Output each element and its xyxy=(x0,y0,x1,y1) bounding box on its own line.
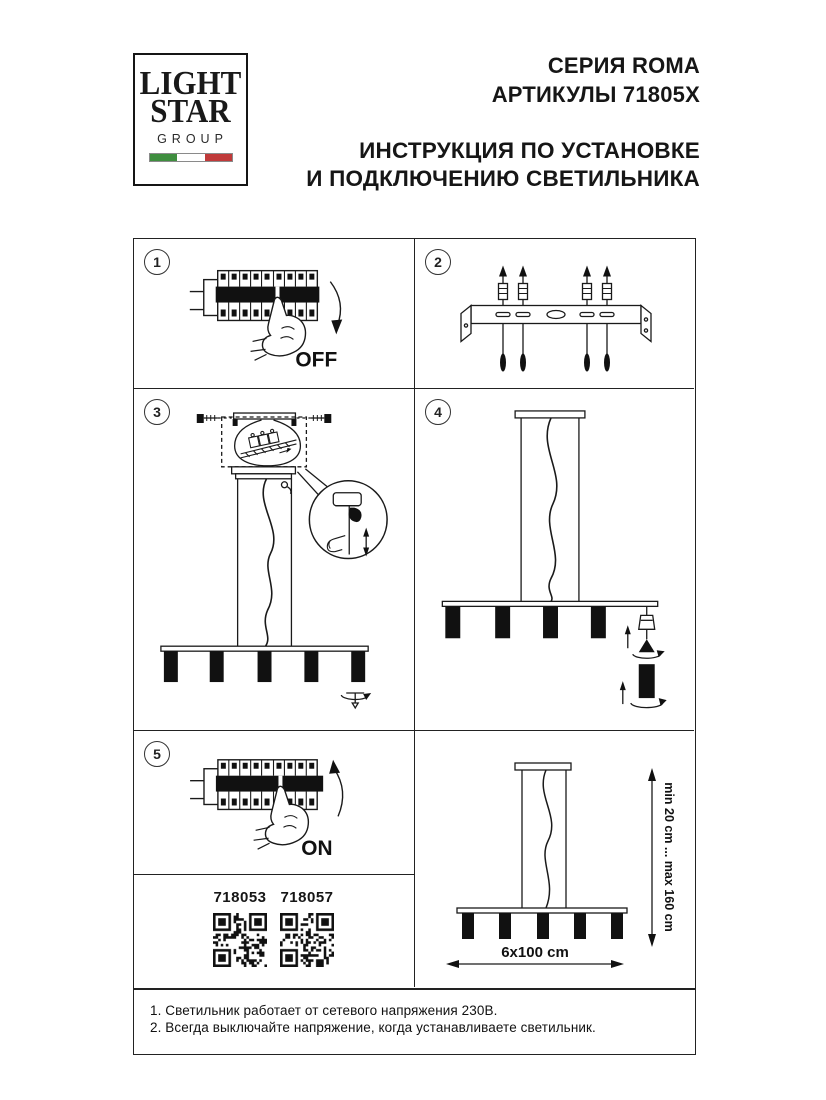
qr-group-718057 xyxy=(277,889,337,967)
step-badge: 4 xyxy=(425,399,451,425)
articles: АРТИКУЛЫ 71805X xyxy=(491,82,700,107)
panel-step-5 xyxy=(134,731,415,875)
panel-step-4 xyxy=(415,389,694,731)
safety-notes xyxy=(133,989,696,1055)
article-number: 718057 xyxy=(280,889,334,906)
italy-flag-icon xyxy=(149,153,233,162)
qr-code xyxy=(280,913,334,967)
note-line-2: 2. Всегда выключайте напряжение, когда устанавливаете светильник. xyxy=(150,1019,596,1035)
height-range-label: min 20 cm ... max 160 cm xyxy=(662,782,676,932)
horizontal-dimension-arrow xyxy=(446,960,624,968)
logo-word-group: GROUP xyxy=(157,132,228,146)
anchor-screws-icon xyxy=(499,266,612,306)
panel-step-3 xyxy=(134,389,415,731)
article-number: 718053 xyxy=(213,889,267,906)
dimensions-drawing xyxy=(415,731,694,987)
qr-code xyxy=(213,913,267,967)
title-line-2: И ПОДКЛЮЧЕНИЮ СВЕТИЛЬНИКА xyxy=(306,166,700,191)
step-badge: 2 xyxy=(425,249,451,275)
lamp-shades xyxy=(164,651,365,682)
breaker-on-drawing xyxy=(134,731,414,874)
header-series-block xyxy=(492,51,700,109)
width-label: 6x100 cm xyxy=(501,944,569,961)
note-line-1: 1. Светильник работает от сетевого напряжения 230В. xyxy=(150,1003,498,1018)
series-name: СЕРИЯ ROMA xyxy=(547,53,700,78)
panel-dimensions xyxy=(415,731,694,987)
step-badge: 1 xyxy=(144,249,170,275)
logo-word-star: STAR xyxy=(150,91,231,130)
lightstar-logo xyxy=(133,53,248,186)
steps-grid xyxy=(133,238,696,989)
panel-step-2 xyxy=(415,239,694,389)
ceiling-mount-drawing xyxy=(134,389,414,730)
panel-step-1 xyxy=(134,239,415,389)
power-cable xyxy=(543,770,552,908)
rotate-up-arrow-icon xyxy=(334,769,343,817)
power-cable xyxy=(263,479,274,646)
step-badge: 5 xyxy=(144,741,170,767)
qr-group-718053 xyxy=(210,889,270,967)
power-on-label: ON xyxy=(301,837,333,861)
panel-qr-codes xyxy=(134,875,415,987)
vertical-dimension-arrow xyxy=(648,768,656,947)
step-badge: 3 xyxy=(144,399,170,425)
screw-turn-icon xyxy=(341,693,371,708)
power-off-label: OFF xyxy=(295,348,338,372)
shade-assembly-exploded xyxy=(620,606,667,707)
mounting-bracket-drawing xyxy=(415,239,694,388)
page-title xyxy=(306,137,700,193)
rotate-down-arrow-icon xyxy=(330,282,340,326)
screws-icon xyxy=(500,324,610,372)
lamp-shades xyxy=(445,606,606,638)
breaker-off-drawing xyxy=(134,239,414,388)
title-line-1: ИНСТРУКЦИЯ ПО УСТАНОВКЕ xyxy=(359,138,700,163)
logo-word-light: LIGHT xyxy=(139,63,242,102)
power-cable xyxy=(547,418,557,601)
pendant-assembly-drawing xyxy=(415,389,694,730)
lamp-shades xyxy=(462,913,623,939)
